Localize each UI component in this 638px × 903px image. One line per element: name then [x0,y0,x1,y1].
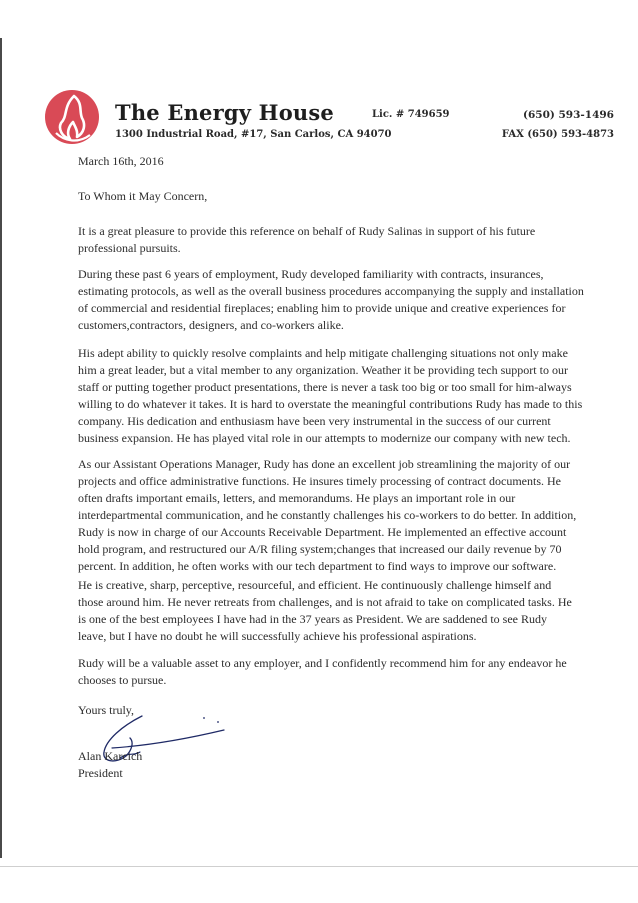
paragraph-line: staff or putting together product presentations, there is never a task too big or too small for him-always [78,380,572,394]
paragraph [78,345,598,447]
fax-number: FAX (650) 593-4873 [501,129,614,140]
paragraph-line: company. His dedication and enthusiasm have been very instrumental in the success of our current [78,414,551,428]
signer-name: Alan Karcich [78,749,143,763]
paragraph-line: those around him. He never retreats from challenges, and is not afraid to take on complicated tasks. He [78,595,572,609]
paragraph-line: projects and office administrative functions. He insures timely processing of contract documents. He [78,474,561,488]
company-name: The Energy House [115,100,334,125]
company-address: 1300 Industrial Road, #17, San Carlos, CA 94070 [115,129,392,140]
salutation: To Whom it May Concern, [78,189,208,203]
paragraph-line: As our Assistant Operations Manager, Rudy has done an excellent job streamlining the majority of our [78,457,571,471]
paragraph-line: interdepartmental communication, and he constantly challenges his co-workers to do better. In addition, [78,508,577,522]
paragraph-line: His adept ability to quickly resolve complaints and help mitigate challenging situations not only make [78,346,568,360]
phone-number: (650) 593-1496 [522,109,614,121]
paragraph-line: estimating protocols, as well as the overall business procedures accompanying the supply and installation [78,284,584,298]
paragraph-line: business expansion. He has played vital role in our attempts to modernize our company with new tech. [78,431,571,445]
paragraph-line: It is a great pleasure to provide this reference on behalf of Rudy Salinas in support of his future [78,224,536,238]
paragraph-line: often drafts important emails, letters, and memorandums. He plays an important role in our [78,491,516,505]
flame-logo-icon [44,89,100,145]
paragraph-line: leave, but I have no doubt he will successfully achieve his professional aspirations. [78,629,477,643]
paragraph [78,456,598,575]
paragraph-line: of commercial and residential fireplaces; enabling him to provide unique and creative experiences for [78,301,566,315]
paragraph [78,223,598,257]
license-number: Lic. # 749659 [372,109,450,120]
paragraph-line: willing to do whatever it takes. It is hard to overstate the meaningful contributions Rudy has made to this [78,397,583,411]
paragraph-line: percent. In addition, he often works with our tech department to find ways to improve our software. [78,559,557,573]
scan-bottom-edge [0,866,638,867]
scan-page-edge [0,38,2,858]
paragraph-line: is one of the best employees I have had in the 37 years as President. We are saddened to see Rudy [78,612,548,626]
signer-title: President [78,766,123,780]
closing: Yours truly, [78,703,135,717]
paragraph [78,655,598,689]
paragraph [78,577,598,645]
paragraph-line: During these past 6 years of employment, Rudy developed familiarity with contracts, insurances, [78,267,544,281]
paragraph [78,266,598,334]
paragraph-line: customers,contractors, designers, and co-workers alike. [78,318,344,332]
paragraph-line: Rudy will be a valuable asset to any employer, and I confidently recommend him for any endeavor he [78,656,567,670]
paragraph-line: He is creative, sharp, perceptive, resourceful, and efficient. He continuously challenge himself and [78,578,552,592]
letter-date: March 16th, 2016 [78,154,164,168]
paragraph-line: hold program, and restructured our A/R filing system;changes that increased our daily revenue by 70 [78,542,562,556]
paragraph-line: Rudy is now in charge of our Accounts Receivable Department. He implemented an effective account [78,525,567,539]
paragraph-line: him a great leader, but a vital member to any organization. Weather it be providing tech support to our [78,363,568,377]
paragraph-line: chooses to pursue. [78,673,167,687]
paragraph-line: professional pursuits. [78,241,181,255]
